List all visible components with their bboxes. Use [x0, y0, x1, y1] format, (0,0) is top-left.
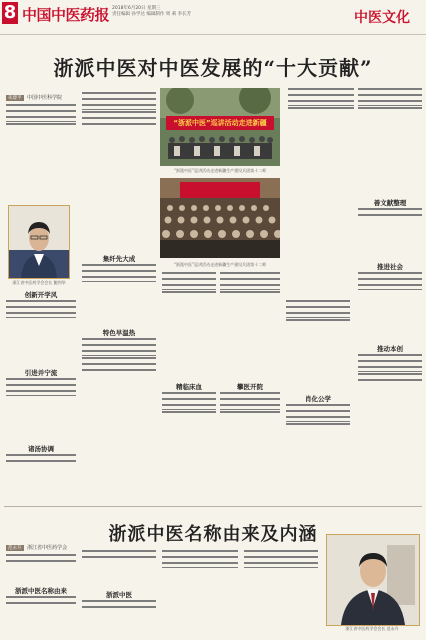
text-column [358, 272, 422, 342]
event-banner-text: “浙派中医”巡讲活动走进新疆 [173, 119, 267, 127]
author-portrait [8, 205, 70, 279]
text-column [162, 392, 216, 500]
section-heading: 推进社会 [377, 263, 403, 271]
text-column [82, 338, 156, 500]
text-column [6, 596, 76, 640]
section-heading: 浙派中医名称由来 [15, 587, 67, 595]
text-column [358, 88, 422, 196]
section-heading: 浙派中医 [106, 591, 132, 599]
section-heading: 诸汤协调 [28, 445, 54, 453]
text-column [286, 300, 350, 392]
section-heading: 特色早温热 [102, 329, 136, 337]
editor-credits: 责任编辑 孙学达 编辑制作 周 莉 李长芳 [112, 12, 192, 17]
author-portrait [326, 534, 420, 626]
author-org: 浙江省中医药学会 [27, 545, 68, 551]
text-column [220, 392, 280, 500]
newspaper-name: 中国中医药报 [22, 6, 110, 24]
section-heading: 攀医开院 [237, 383, 263, 391]
issue-meta [112, 6, 222, 18]
event-photo-audience [160, 178, 280, 258]
section-heading: 引进并宁流 [24, 369, 58, 377]
text-column [244, 550, 318, 640]
text-column [220, 272, 280, 380]
text-column [82, 600, 156, 640]
section-heading: 推动本创 [377, 345, 403, 353]
text-column [82, 92, 156, 252]
text-column [288, 88, 354, 196]
author-org: 中国中医科学院 [27, 95, 63, 101]
text-column [82, 264, 156, 326]
section-heading: 集纤先大成 [102, 255, 136, 263]
section-heading: 善文献整理 [373, 199, 407, 207]
portrait-caption: 浙江省中医药学会会长 鲍剑华 [12, 280, 66, 285]
photo-caption: “浙派中医”巡讲活动走进新疆生产建设兵团第十二师 [173, 168, 267, 173]
text-column [6, 300, 76, 366]
issue-date: 2018年6月20日 星期三 [112, 6, 161, 11]
section-heading: 精临床血 [176, 383, 202, 391]
text-column [6, 454, 76, 500]
text-column [162, 550, 238, 640]
text-column [82, 550, 156, 588]
text-column [6, 378, 76, 442]
section-divider [4, 506, 422, 507]
portrait-caption: 浙江省中医药学会会长 范永升 [345, 626, 399, 631]
text-column [358, 354, 422, 500]
headline-bottom: 浙派中医名称由来及内涵 [108, 524, 318, 545]
event-photo-group [160, 88, 280, 166]
byline-top [6, 94, 62, 101]
byline-bottom [6, 544, 67, 551]
section-heading: 创新开学风 [24, 291, 58, 299]
section-heading: 肖化公学 [305, 395, 331, 403]
text-column [6, 104, 76, 202]
page-number: 8 [3, 2, 17, 23]
text-column [162, 272, 216, 380]
masthead [0, 0, 426, 35]
text-column [286, 404, 350, 500]
photo-caption: “浙派中医”巡讲活动走进新疆生产建设兵团第十二师 [173, 262, 267, 267]
text-column [358, 208, 422, 260]
text-column [6, 554, 76, 584]
author-tag: 范永升 [8, 546, 22, 551]
author-tag: 朱建平 [8, 96, 22, 101]
column-title: 中医文化 [354, 10, 410, 26]
headline-top: 浙派中医对中医发展的“十大贡献” [53, 56, 373, 80]
